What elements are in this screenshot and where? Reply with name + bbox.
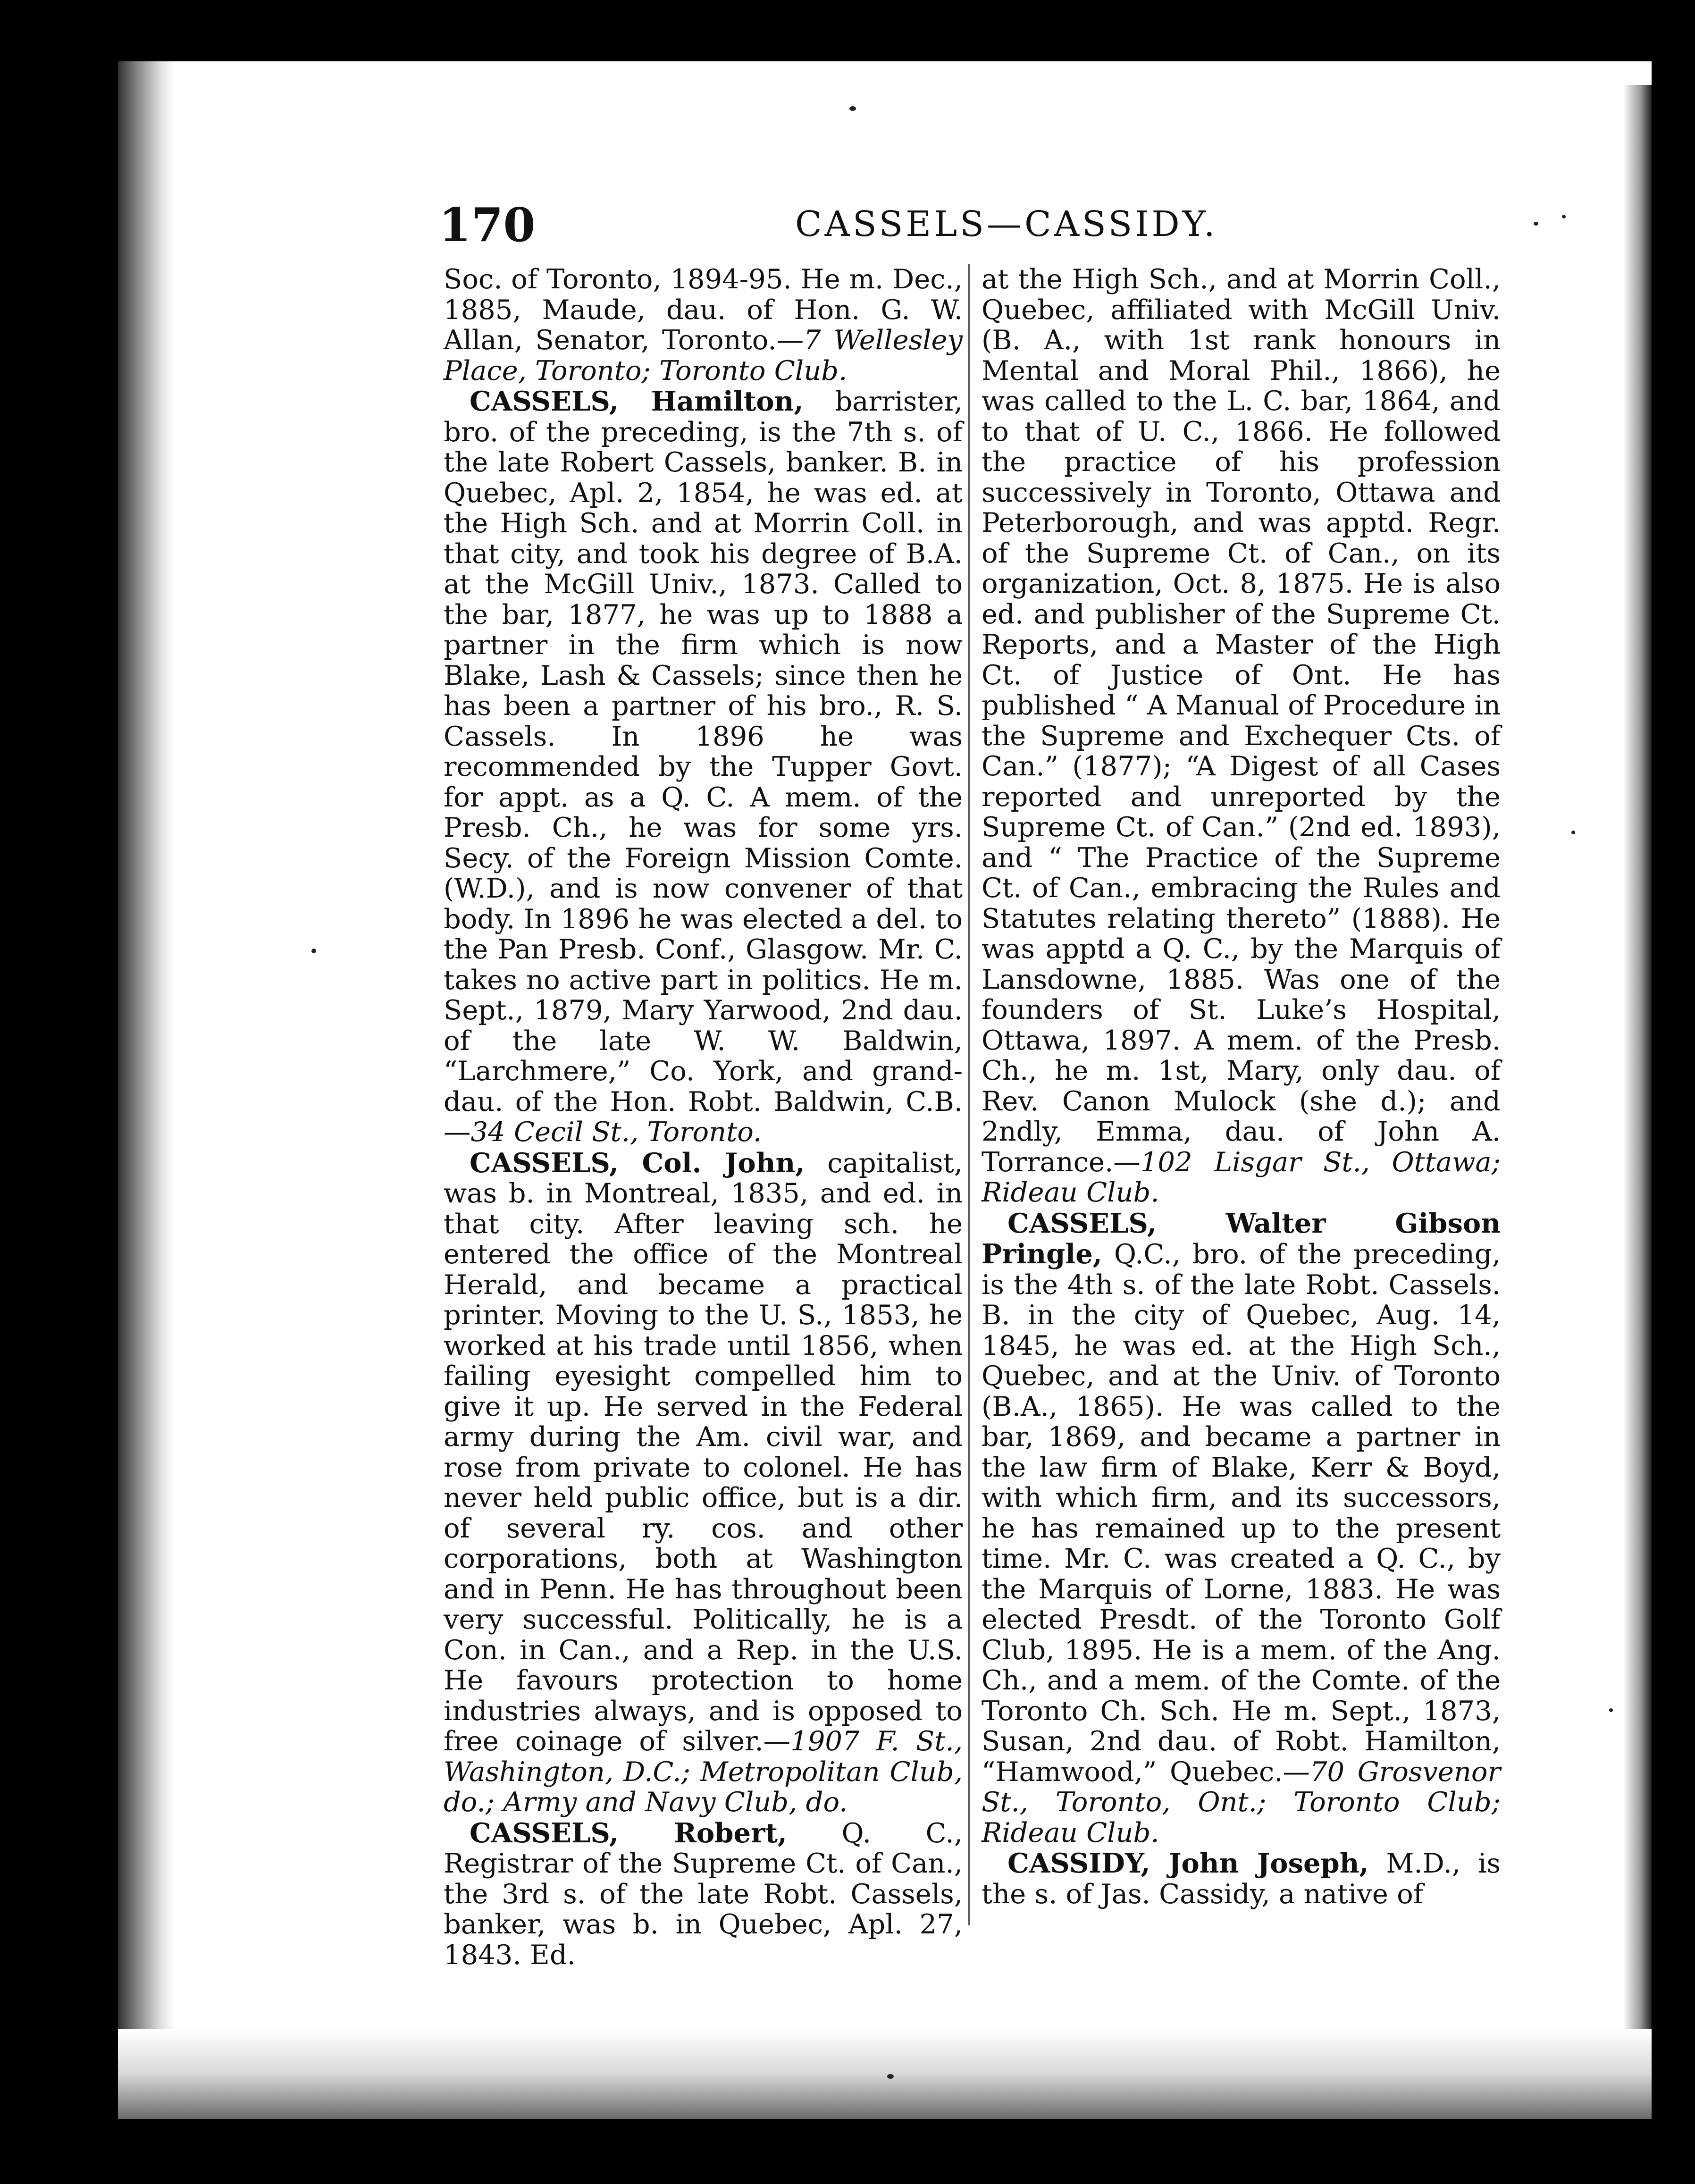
entry-address: 70 Grosvenor St., Toronto, Ont.; Toronto Club; Rideau Club. <box>982 1756 1501 1848</box>
entry-continuation: Soc. of Toronto, 1894-95. He m. Dec., 1885, Maude, dau. of Hon. G. W. Allan, Senator, Toronto.—7 Wellesley Place, Toronto; Toronto Club. <box>444 263 963 386</box>
entry-cassels-john: CASSELS, Col. John, capitalist, was b. in Montreal, 1835, and ed. in that city. After leaving sch. he entered the office of the Montreal Herald, and became a practical printer. Moving to the U. S., 1853, he worked at his trade until 1856, when failing eyesight compelled him to give it up. He served in the Federal army during the Am. civil war, and rose from private to colonel. He has never held public office, but is a dir. of several ry. cos. and other corporations, both at Washington and in Penn. He has throughout been very successful. Politically, he is a Con. in Can., and a Rep. in the U.S. He favours protection to home industries always, and is opposed to free coinage of silver.—1907 F. St., Washington, D.C.; Metropolitan Club, do.; Army and Navy Club, do. <box>444 1146 963 1818</box>
entry-name: CASSELS, Col. John, <box>470 1146 805 1179</box>
page-number: 170 <box>439 198 536 252</box>
page-right-edge <box>1623 85 1652 2114</box>
entry-continuation: at the High Sch., and at Morrin Coll., Quebec, affiliated with McGill Univ. (B. A., with 1st rank honours in Mental and Moral Phil., 1866), he was called to the L. C. bar, 1864, and to that of U. C., 1866. He followed the practice of his profession successively in Toronto, Ottawa and Peterborough, and was apptd. Regr. of the Supreme Ct. of Can., on its organization, Oct. 8, 1875. He is also ed. and publisher of the Supreme Ct. Reports, and a Master of the High Ct. of Justice of Ont. He has published “ A Manual of Procedure in the Supreme and Exchequer Cts. of Can.” (1877); “A Digest of all Cases reported and unreported by the Supreme Ct. of Can.” (2nd ed. 1893), and “ The Practice of the Supreme Ct. of Can., embracing the Rules and Statutes relating thereto” (1888). He was apptd a Q. C., by the Marquis of Lansdowne, 1885. Was one of the founders of St. Luke’s Hospital, Ottawa, 1897. A mem. of the Presb. Ch., he m. 1st, Mary, only dau. of Rev. Canon Mulock (she d.); and 2ndly, Emma, dau. of John A. Torrance.—102 Lisgar St., Ottawa; Rideau Club. <box>982 263 1501 1208</box>
page-header <box>439 198 1524 250</box>
page-bottom-edge <box>118 2029 1652 2119</box>
entry-cassels-robert: CASSELS, Robert, Q. C., Registrar of the Supreme Ct. of Can., the 3rd s. of the late Robt. Cassels, banker, was b. in Quebec, Apl. 27, 1843. Ed. <box>444 1816 963 1971</box>
entry-cassels-walter: CASSELS, Walter Gibson Pringle, Q.C., bro. of the preceding, is the 4th s. of the late Robt. Cassels. B. in the city of Quebec, Aug. 14, 1845, he was ed. at the High Sch., Quebec, and at the Univ. of Toronto (B.A., 1865). He was called to the bar, 1869, and became a partner in the law firm of Blake, Kerr & Boyd, with which firm, and its successors, he has remained up to the present time. Mr. C. was created a Q. C., by the Marquis of Lorne, 1883. He was elected Presdt. of the Toronto Golf Club, 1895. He is a mem. of the Ang. Ch., and a mem. of the Comte. of the Toronto Ch. Sch. He m. Sept., 1873, Susan, 2nd dau. of Robt. Hamilton, “Hamwood,” Quebec.—70 Grosvenor St., Toronto, Ont.; Toronto Club; Rideau Club. <box>982 1207 1501 1848</box>
entry-address: 7 Wellesley Place, Toronto; Toronto Club. <box>444 324 963 386</box>
column-divider <box>968 264 970 1925</box>
entry-address: 1907 F. St., Washington, D.C.; Metropolitan Club, do.; Army and Navy Club, do. <box>444 1725 963 1818</box>
left-column <box>444 264 963 1970</box>
page-binding-shadow <box>118 61 175 2119</box>
entry-address: 102 Lisgar St., Ottawa; Rideau Club. <box>982 1146 1501 1208</box>
entry-address: 34 Cecil St., Toronto. <box>470 1116 762 1148</box>
right-column <box>982 264 1501 1909</box>
entry-name: CASSELS, Walter Gibson Pringle, <box>982 1207 1501 1270</box>
entry-cassidy-john: CASSIDY, John Joseph, M.D., is the s. of Jas. Cassidy, a native of <box>982 1847 1501 1910</box>
entry-name: CASSELS, Hamilton, <box>470 385 804 417</box>
entry-name: CASSELS, Robert, <box>470 1816 787 1849</box>
entry-cassels-hamilton: CASSELS, Hamilton, barrister, bro. of the preceding, is the 7th s. of the late Robert Cassels, banker. B. in Quebec, Apl. 2, 1854, he was ed. at the High Sch. and at Morrin Coll. in that city, and took his degree of B.A. at the McGill Univ., 1873. Called to the bar, 1877, he was up to 1888 a partner in the firm which is now Blake, Lash & Cassels; since then he has been a partner of his bro., R. S. Cassels. In 1896 he was recommended by the Tupper Govt. for appt. as a Q. C. A mem. of the Presb. Ch., he was for some yrs. Secy. of the Foreign Mission Comte. (W.D.), and is now convener of that body. In 1896 he was elected a del. to the Pan Presb. Conf., Glasgow. Mr. C. takes no active part in politics. He m. Sept., 1879, Mary Yarwood, 2nd dau. of the late W. W. Baldwin, “Larchmere,” Co. York, and grand-dau. of the Hon. Robt. Baldwin, C.B.—34 Cecil St., Toronto. <box>444 385 963 1148</box>
running-head: CASSELS—CASSIDY. <box>795 204 1218 244</box>
entry-name: CASSIDY, John Joseph, <box>1007 1847 1369 1879</box>
